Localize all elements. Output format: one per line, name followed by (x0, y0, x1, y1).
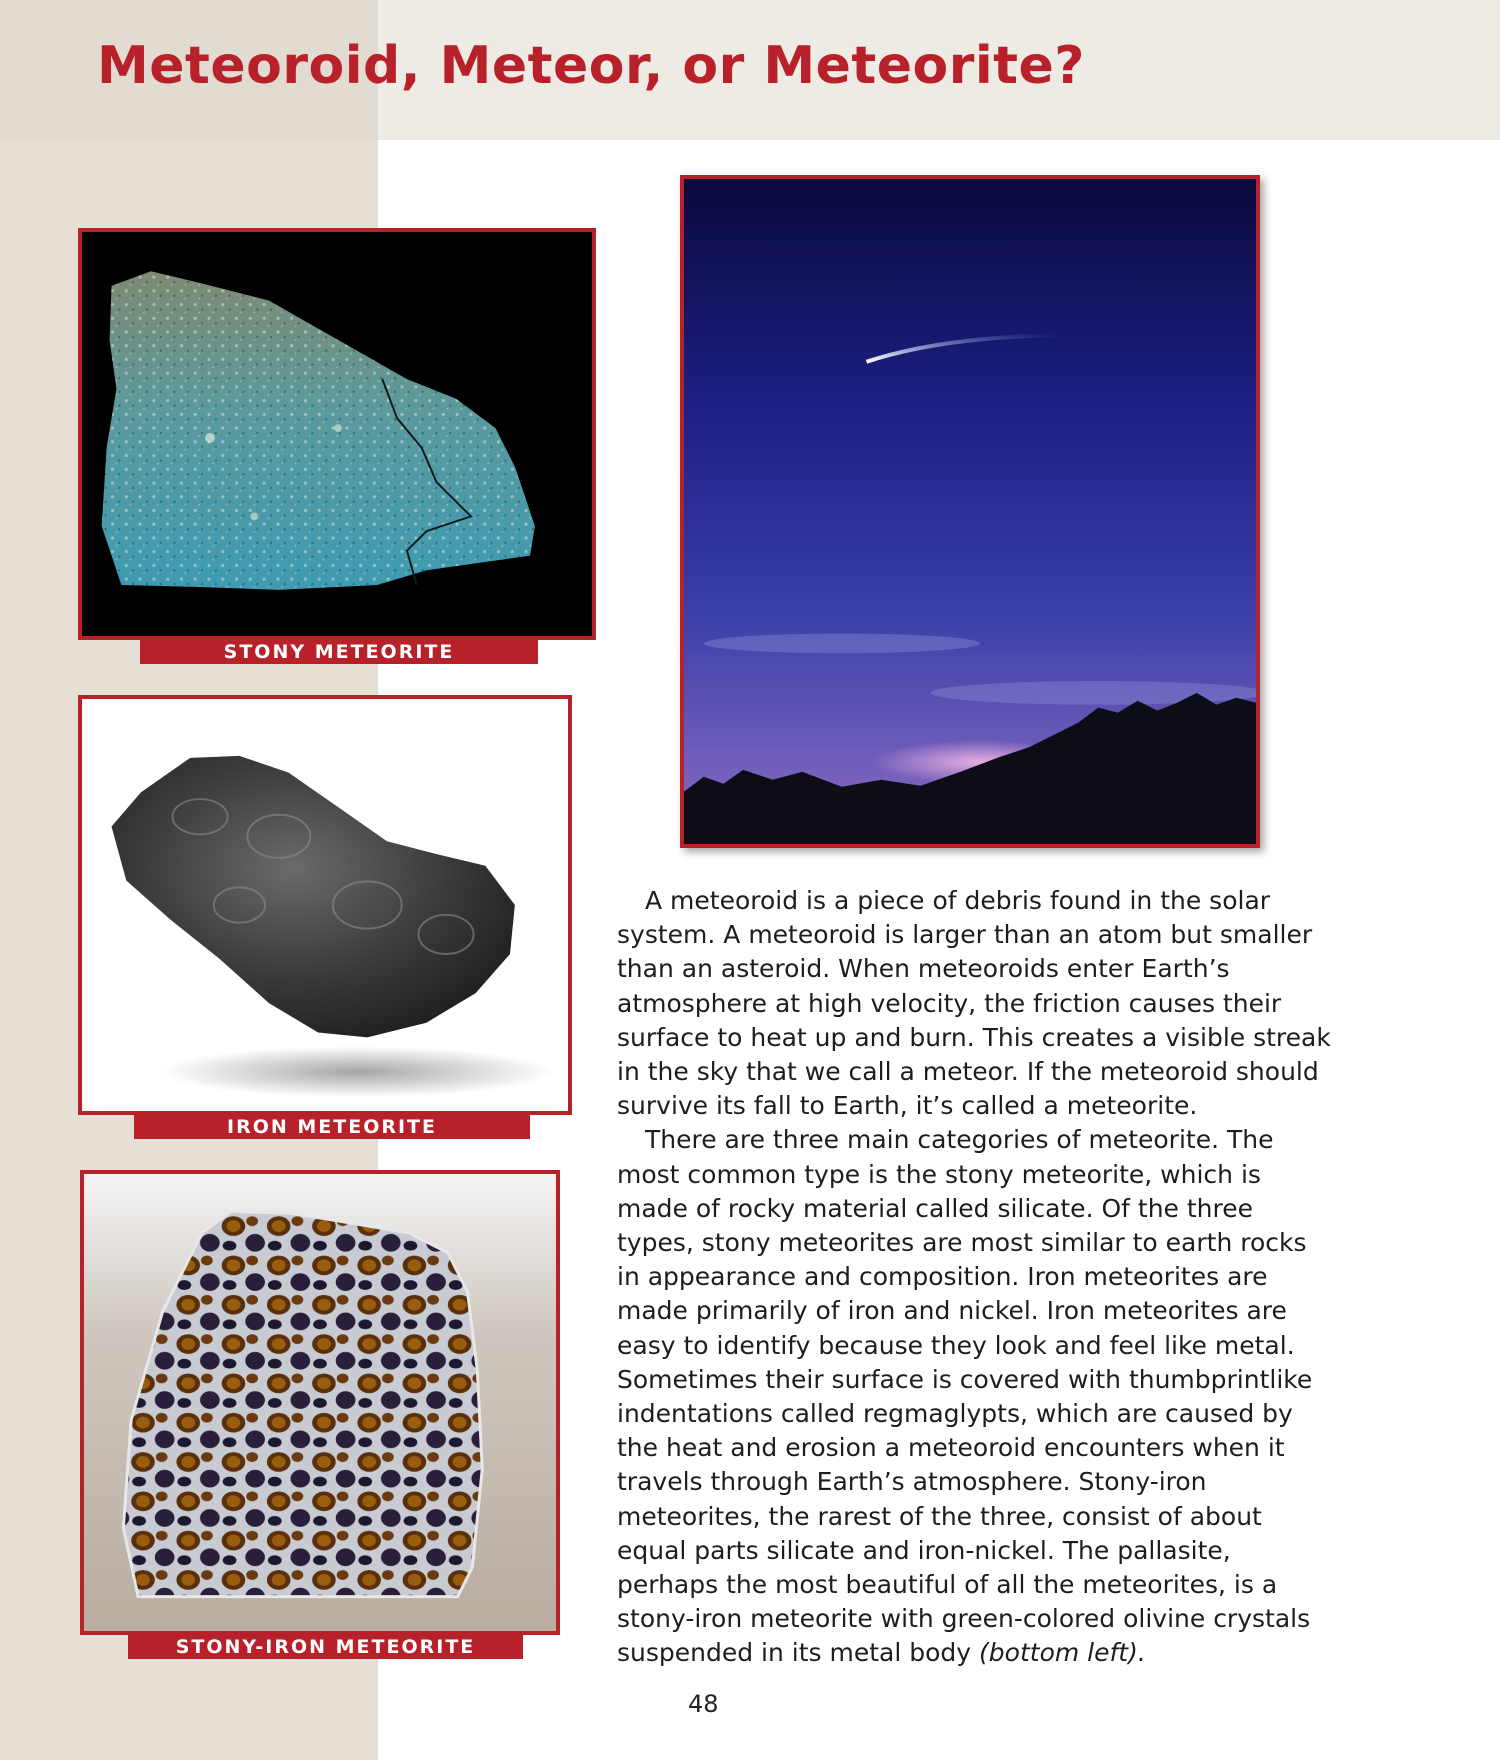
article-paragraph-text: There are three main categories of meteorite. The most common type is the stony meteorite, which is made of rocky material called silicate. Of the three types, stony meteorites are most similar to earth rocks in appearance and composition. Iron meteorites are made primarily of iron and nickel. Iron meteorites are easy to identify because they look and feel like metal. Sometimes their surface is covered with thumbprintlike indentations called regmaglypts, which are caused by the heat and erosion a meteoroid encounters when it travels through Earth’s atmosphere. Stony-iron meteorites, the rarest of the three, consist of about equal parts silicate and iron-nickel. The pallasite, perhaps the most beautiful of all the meteorites, is a stony-iron meteorite with green-colored olivine crystals suspended in its metal body (617, 1125, 1313, 1668)
figure-reference: (bottom left). (979, 1638, 1146, 1668)
page-title: Meteoroid, Meteor, or Meteorite? (97, 36, 1085, 96)
article-paragraph (617, 1123, 1337, 1670)
stony-iron-meteorite-caption: STONY-IRON METEORITE (128, 1635, 523, 1659)
article-paragraph: A meteoroid is a piece of debris found in the solar system. A meteoroid is larger than an atom but smaller than an asteroid. When meteoroids enter Earth’s atmosphere at high velocity, the friction causes their surface to heat up and burn. This creates a visible streak in the sky that we call a meteor. If the meteoroid should survive its fall to Earth, it’s called a meteorite. (617, 886, 1331, 1121)
meteor-sky-photo (680, 175, 1260, 848)
stony-iron-meteorite-photo (80, 1170, 560, 1635)
page-number: 48 (688, 1690, 719, 1718)
iron-meteorite-caption: IRON METEORITE (134, 1115, 530, 1139)
iron-meteorite-photo (78, 695, 572, 1115)
stony-meteorite-photo (78, 228, 596, 640)
stony-meteorite-caption: STONY METEORITE (140, 640, 538, 664)
article-body (617, 884, 1337, 1671)
